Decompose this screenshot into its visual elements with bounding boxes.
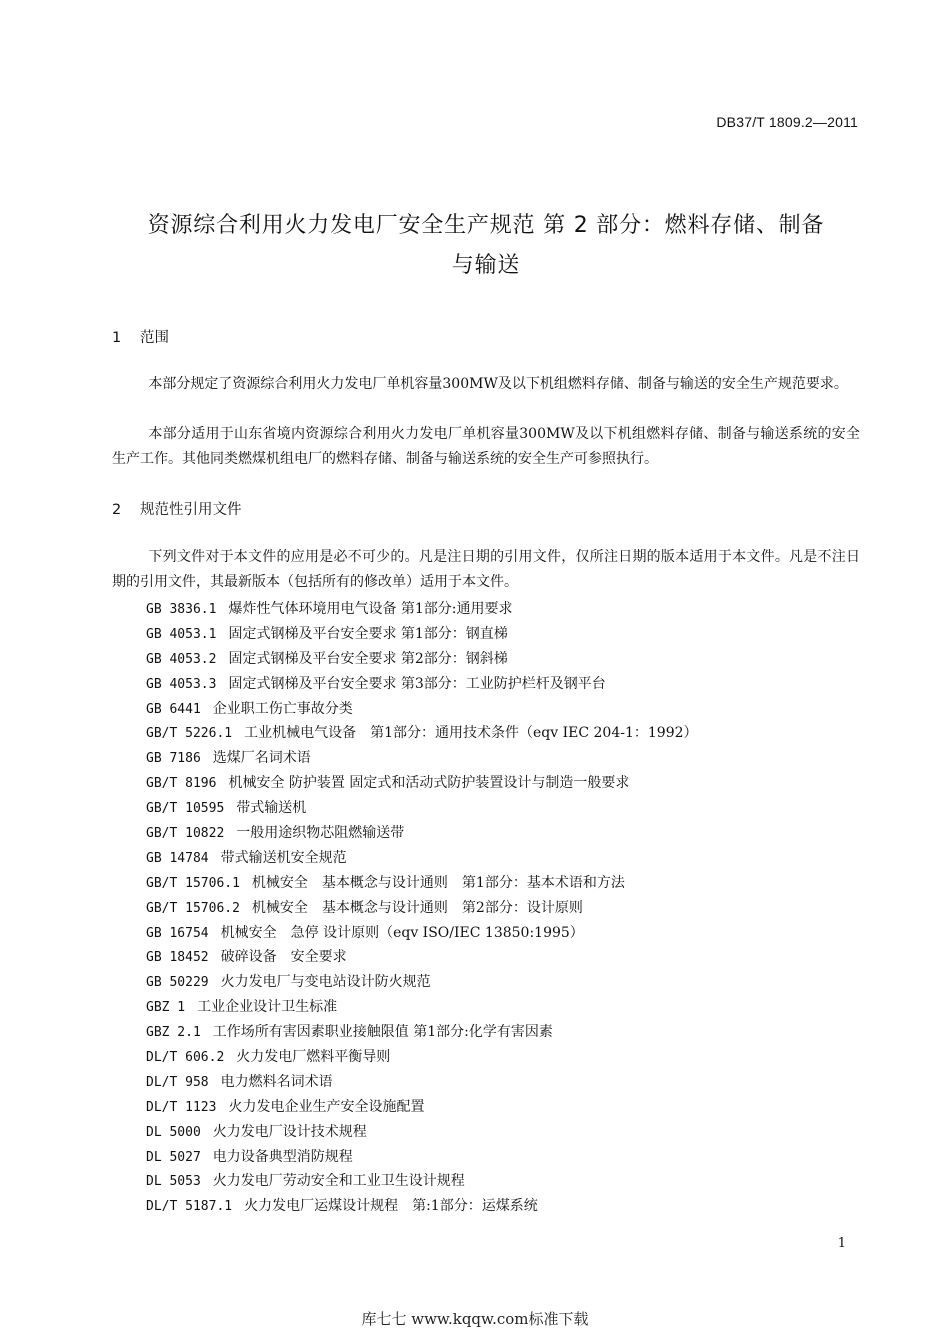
reference-code: DL 5000 xyxy=(146,1124,201,1140)
reference-title: 机械安全 基本概念与设计通则 第2部分：设计原则 xyxy=(251,899,583,916)
reference-code: GB 6441 xyxy=(146,701,201,717)
reference-code: GB 4053.3 xyxy=(146,676,217,692)
reference-item xyxy=(146,746,860,771)
reference-title: 火力发电厂与变电站设计防火规范 xyxy=(220,974,431,991)
reference-item xyxy=(146,871,860,896)
section-title: 规范性引用文件 xyxy=(140,502,242,518)
reference-code: DL/T 958 xyxy=(146,1074,209,1090)
reference-title: 机械安全 急停 设计原则（eqv ISO/IEC 13850:1995） xyxy=(220,924,584,941)
page-title xyxy=(112,206,860,286)
reference-list xyxy=(146,597,860,1219)
reference-code: GB 4053.1 xyxy=(146,626,217,642)
reference-code: DL 5027 xyxy=(146,1149,201,1165)
reference-code: GB 16754 xyxy=(146,925,209,941)
reference-item xyxy=(146,1020,860,1045)
section-title: 范围 xyxy=(140,330,169,346)
reference-item xyxy=(146,721,860,746)
references-intro: 下列文件对于本文件的应用是必不可少的。凡是注日期的引用文件，仅所注日期的版本适用于本文件。凡是不注日期的引用文件，其最新版本（包括所有的修改单）适用于本文件。 xyxy=(112,549,860,590)
reference-code: GB 14784 xyxy=(146,850,209,866)
reference-code: GB/T 15706.2 xyxy=(146,900,240,916)
reference-title: 固定式钢梯及平台安全要求 第2部分：钢斜梯 xyxy=(228,650,508,667)
reference-title: 选煤厂名词术语 xyxy=(212,750,311,767)
reference-title: 电力燃料名词术语 xyxy=(220,1073,333,1090)
reference-item xyxy=(146,945,860,970)
reference-code: GB/T 15706.1 xyxy=(146,875,240,891)
title-line-1: 资源综合利用火力发电厂安全生产规范 第 2 部分：燃料存储、制备 xyxy=(147,213,825,238)
reference-item xyxy=(146,697,860,722)
reference-code: GB 50229 xyxy=(146,975,209,991)
watermark-text: 库七七 www.kqqw.com标准下载 xyxy=(361,1310,589,1328)
reference-item xyxy=(146,821,860,846)
reference-code: DL/T 606.2 xyxy=(146,1050,225,1066)
reference-item xyxy=(146,1120,860,1145)
reference-item xyxy=(146,796,860,821)
reference-item xyxy=(146,1169,860,1194)
reference-code: DL 5053 xyxy=(146,1174,201,1190)
section-heading-scope xyxy=(112,326,169,347)
scope-paragraph-2: 本部分适用于山东省境内资源综合利用火力发电厂单机容量300MW及以下机组燃料存储、制备与输送系统的安全生产工作。其他同类燃煤机组电厂的燃料存储、制备与输送系统的安全生产可参照执行。 xyxy=(112,426,860,467)
reference-item xyxy=(146,672,860,697)
reference-code: DL/T 1123 xyxy=(146,1099,217,1115)
reference-code: GBZ 2.1 xyxy=(146,1025,201,1041)
section-number: 2 xyxy=(112,502,122,518)
reference-code: GB 7186 xyxy=(146,751,201,767)
document-code: DB37/T 1809.2—2011 xyxy=(716,114,858,130)
reference-title: 电力设备典型消防规程 xyxy=(212,1148,353,1165)
reference-item xyxy=(146,970,860,995)
reference-code: GB 3836.1 xyxy=(146,602,217,617)
reference-code: GB 4053.2 xyxy=(146,651,217,667)
reference-item xyxy=(146,995,860,1020)
reference-title: 破碎设备 安全要求 xyxy=(220,949,347,966)
reference-title: 机械安全 防护装置 固定式和活动式防护装置设计与制造一般要求 xyxy=(228,775,630,792)
reference-title: 固定式钢梯及平台安全要求 第1部分：钢直梯 xyxy=(228,625,508,642)
reference-title: 工业机械电气设备 第1部分：通用技术条件（eqv IEC 204-1：1992） xyxy=(244,725,698,742)
reference-code: GB/T 10595 xyxy=(146,801,225,817)
reference-title: 工业企业设计卫生标准 xyxy=(197,999,338,1016)
reference-title: 工作场所有害因素职业接触限值 第1部分:化学有害因素 xyxy=(212,1024,553,1041)
reference-item xyxy=(146,1045,860,1070)
reference-title: 火力发电企业生产安全设施配置 xyxy=(228,1098,425,1115)
reference-title: 火力发电厂运煤设计规程 第:1部分：运煤系统 xyxy=(244,1198,538,1215)
reference-title: 一般用途织物芯阻燃输送带 xyxy=(236,825,405,842)
reference-title: 固定式钢梯及平台安全要求 第3部分：工业防护栏杆及钢平台 xyxy=(228,675,606,692)
reference-title: 企业职工伤亡事故分类 xyxy=(212,700,353,717)
title-line-2: 与输送 xyxy=(451,253,521,278)
reference-title: 带式输送机安全规范 xyxy=(220,849,347,866)
reference-item xyxy=(146,846,860,871)
reference-item xyxy=(146,597,860,622)
reference-title: 带式输送机 xyxy=(236,800,307,817)
page-number: 1 xyxy=(837,1236,846,1251)
reference-item xyxy=(146,1194,860,1219)
reference-item xyxy=(146,1145,860,1170)
reference-item xyxy=(146,622,860,647)
section-heading-references xyxy=(112,498,242,519)
reference-title: 火力发电厂设计技术规程 xyxy=(212,1123,367,1140)
reference-code: GB/T 5226.1 xyxy=(146,726,233,742)
reference-item xyxy=(146,771,860,796)
reference-title: 火力发电厂燃料平衡导则 xyxy=(236,1049,391,1066)
reference-code: DL/T 5187.1 xyxy=(146,1199,233,1215)
reference-title: 机械安全 基本概念与设计通则 第1部分：基本术语和方法 xyxy=(251,874,625,891)
reference-code: GB 18452 xyxy=(146,950,209,966)
reference-item xyxy=(146,896,860,921)
reference-item xyxy=(146,1070,860,1095)
reference-item xyxy=(146,1095,860,1120)
reference-item xyxy=(146,921,860,946)
reference-title: 火力发电厂劳动安全和工业卫生设计规程 xyxy=(212,1173,465,1190)
reference-title: 爆炸性气体环境用电气设备 第1部分:通用要求 xyxy=(228,601,513,617)
reference-item xyxy=(146,647,860,672)
reference-code: GBZ 1 xyxy=(146,1000,186,1016)
reference-code: GB/T 10822 xyxy=(146,826,225,842)
scope-paragraph-1: 本部分规定了资源综合利用火力发电厂单机容量300MW及以下机组燃料存储、制备与输送的安全生产规范要求。 xyxy=(148,376,848,392)
reference-code: GB/T 8196 xyxy=(146,776,217,792)
section-number: 1 xyxy=(112,330,122,346)
